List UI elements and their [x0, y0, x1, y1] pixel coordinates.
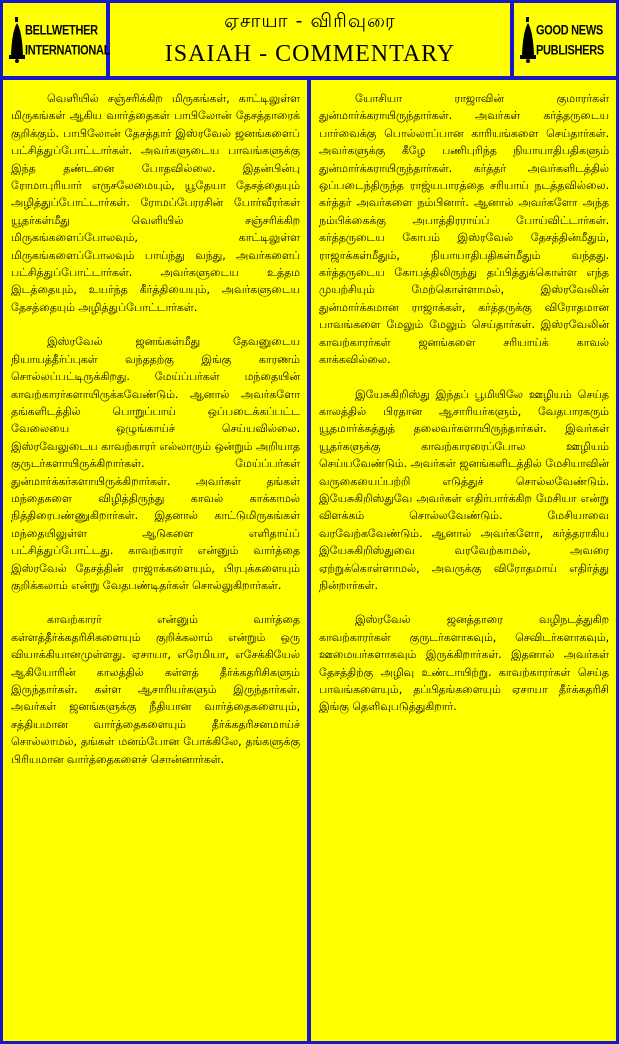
right-column-text [319, 90, 609, 733]
left-logo-line1: BELLWETHER [25, 23, 98, 38]
good-news-logo [520, 17, 610, 63]
left-column [3, 80, 307, 1041]
page-title-tamil: ஏசாயா - விரிவுரை [224, 10, 396, 32]
right-logo-line1: GOOD NEWS [536, 23, 603, 38]
paragraph: வெளியில் சஞ்சரிக்கிற மிருகங்கள், காட்டிலுள்ள மிருகங்கள் ஆகிய வார்த்தைகள் பாபிலோன் தேசத்தாரைக் குறிக்கும். பாபிலோன் தேசத்தார் இஸ்ரவேல் ஜனங்களைப் பட்சித்துப்போட்டார்கள். அவர்களுடைய பாவங்களுக்கு இந்த தண்டனை போதவில்லை. இதன்பின்பு ரோமாபுரியார் எருசலேமையும், யூதேயா தேசத்தையும் அழித்துப்போட்டார்கள். ரோமப்பேரரசின் போர்வீரர்கள் யூதர்கள்மீது வெளியில் சஞ்சரிக்கிற மிருகங்களைப்போலவும், காட்டிலுள்ள மிருகங்களைப்போலவும் பாய்ந்து வந்து, அவர்களைப் பட்சித்துப்போட்டார்கள். அவர்களுடைய உத்தம இடத்தையும், உயர்ந்த கீர்த்தியையும், அவர்களுடைய தேசத்தையும் அழித்துப்போட்டார்கள். [11, 92, 300, 314]
page-title-english: ISAIAH - COMMENTARY [164, 41, 456, 67]
bellwether-logo [9, 17, 111, 63]
bell-icon [520, 17, 536, 63]
paragraph: இஸ்ரவேல் ஜனங்கள்மீது தேவனுடைய நியாயத்தீர்ப்புகள் வந்ததற்கு இங்கு காரணம் சொல்லப்பட்டிருக்கிறது. மேய்ப்பர்கள் மந்தையின் காவற்காரர்களாயிருக்கவேண்டும். ஆனால் அவர்களோ தங்களிடத்தில் பொறுப்பாய் ஒப்படைக்கப்பட்ட வேலையை ஒழுங்காய்ச் செய்யவில்லை. இஸ்ரவேலுடைய காவற்காரர் எல்லாரும் ஒன்றும் அறியாத குருடர்களாயிருக்கிறார்கள். மேய்ப்பர்கள் துன்மார்க்கர்களாயிருக்கிறார்கள். அவர்கள் தங்கள் மந்தைகளை விழித்திருந்து காவல் காக்காமல் நித்திரைபண்ணுகிறார்கள். இதனால் காட்டுமிருகங்கள் மந்தையிலுள்ள ஆடுகளை எளிதாய்ப் பட்சித்துப்போட்டது. காவற்காரர் என்னும் வார்த்தை இஸ்ரவேல் தேசத்தின் ராஜாக்களையும், பிரபுக்களையும் குறிக்கலாம் என்று வேதபண்டிதர்கள் சொல்லுகிறார்கள். [11, 335, 300, 592]
left-logo-panel [3, 3, 111, 76]
bell-icon [9, 17, 25, 63]
title-panel [110, 3, 510, 76]
paragraph: இயேசுகிறிஸ்து இந்தப் பூமியிலே ஊழியம் செய்த காலத்தில் பிரதான ஆசாரியர்களும், வேதபாரகரும் யூதமார்க்கத்துத் தலைவர்களாயிருந்தார்கள். இவர்கள் யூதர்களுக்கு காவற்காரரைப்போல ஊழியம் செய்யவேண்டும். அவர்கள் ஜனங்களிடத்தில் மேசியாவின் வருகையைப்பற்றி எடுத்துச் சொல்லவேண்டும். இயேசுகிறிஸ்துவே அவர்கள் எதிர்பார்க்கிற மேசியா என்று விளக்கம் சொல்லவேண்டும். மேசியாவை வரவேற்கவேண்டும். ஆனால் அவர்களோ, கர்த்தராகிய இயேசுகிறிஸ்துவை வரவேற்காமல், அவரை ஏற்றுக்கொள்ளாமல், அவருக்கு விரோதமாய் எதிர்த்து நின்றார்கள். [319, 387, 609, 592]
left-logo-line2: INTERNATIONAL [25, 43, 111, 58]
paragraph: காவற்காரர் என்னும் வார்த்தை கள்ளத்தீர்க்கதரிசிகளையும் குறிக்கலாம் என்றும் ஒரு வியாக்கியானமுள்ளது. ஏசாயா, எரேமியா, எசேக்கியேல் ஆகியோரின் காலத்தில் கள்ளத் தீர்க்கதரிசிகளும் இருந்தார்கள். கள்ள ஆசாரியர்களும் இருந்தார்கள். அவர்கள் ஜனங்களுக்கு நீதியான வார்த்தைகளையும், சத்தியமான வார்த்தைகளையும் தீர்க்கதரிசனமாய்ச் சொல்லாமல், தங்கள் மனம்போன போக்கிலே, தங்களுக்கு பிரியமான வார்த்தைகளைச் சொன்னார்கள். [11, 613, 300, 766]
left-column-text [11, 90, 300, 785]
paragraph: இஸ்ரவேல் ஜனத்தாரை வழிநடத்துகிற காவற்காரர்கள் குருடர்களாகவும், செவிடர்களாகவும், ஊமையர்களாகவும் இருக்கிறார்கள். இதனால் அவர்கள் தேசத்திற்கு அழிவு உண்டாயிற்று. காவற்காரர்கள் செய்த பாவங்களையும், தப்பிதங்களையும் ஏசாயா தீர்க்கதரிசி இங்கு தெளிவுபடுத்துகிறார். [319, 613, 609, 714]
paragraph: யோசியா ராஜாவின் குமாரர்கள் துன்மார்க்கராயிருந்தார்கள். அவர்கள் கர்த்தருடைய பார்வைக்கு பொல்லாப்பான காரியங்களை செய்தார்கள். அவர்களுக்கு கீழே பணிபுரிந்த நியாயாதிபதிகளும் துன்மார்க்கராயிருந்தார்கள். கர்த்தர் அவர்களிடத்தில் ஒப்படைந்திருந்த ராஜ்யபாரத்தை சரியாய் நடத்தவில்லை. கர்த்தர் அவர்களை நம்பினார். ஆனால் அவர்களோ அந்த நம்பிக்கைக்கு அபாத்திரராய்ப் போய்விட்டார்கள். கர்த்தருடைய கோபம் இஸ்ரவேல் தேசத்தின்மீதும், ராஜாக்கள்மீதும், நியாயாதிபதிகள்மீதும் வந்தது. கர்த்தருடைய கோபத்திலிருந்து தப்பித்துக்கொள்ள எந்த முயற்சியும் மேற்கொள்ளாமல், இஸ்ரவேலின் துன்மார்க்கமான ராஜாக்கள், கர்த்தருக்கு விரோதமான பாவங்களை மேலும் மேலும் செய்தார்கள். இஸ்ரவேலின் காவற்காரர்கள் ஜனங்களை சரியாய்க் காவல் காக்கவில்லை. [319, 92, 609, 367]
right-logo-line2: PUBLISHERS [536, 43, 604, 58]
right-logo-panel [514, 3, 616, 76]
right-column [311, 80, 616, 1041]
